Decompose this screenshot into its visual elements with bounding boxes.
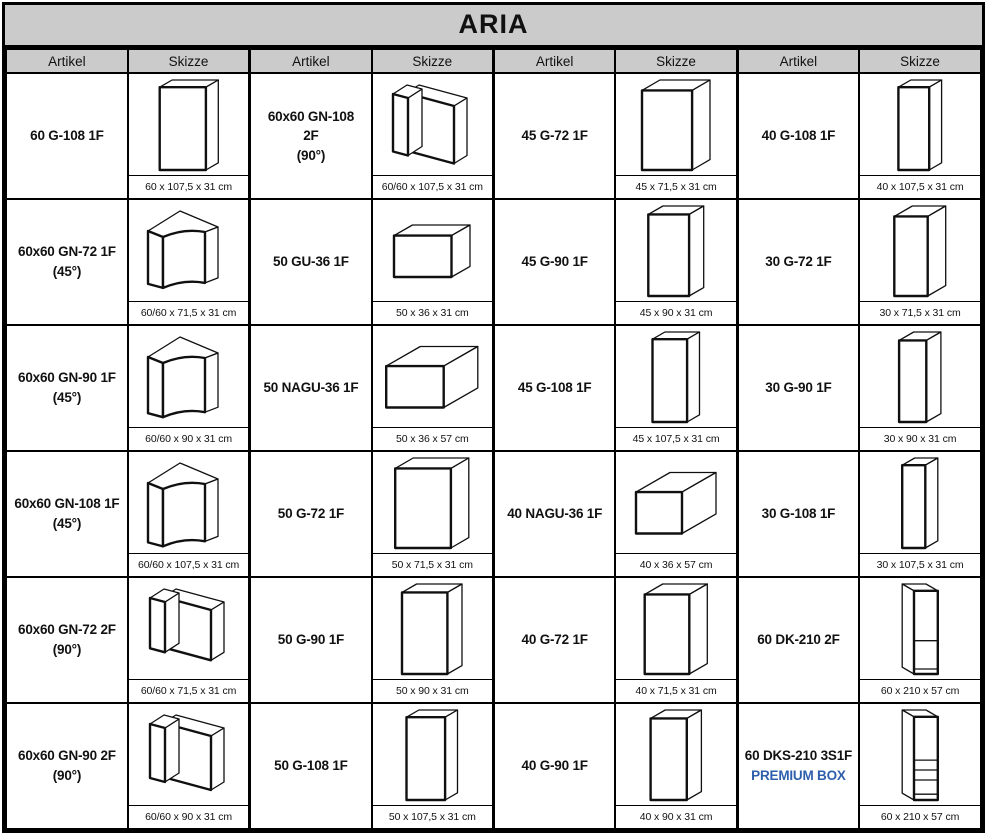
premium-box-label: PREMIUM BOX — [751, 768, 846, 783]
dimensions-label: 45 x 71,5 x 31 cm — [616, 175, 735, 198]
artikel-name-line: 50 G-72 1F — [277, 506, 345, 522]
artikel-cell — [737, 703, 859, 829]
artikel-cell — [250, 451, 372, 577]
column-header-skizze-4: Skizze — [859, 49, 981, 73]
artikel-cell — [737, 577, 859, 703]
skizze-cell — [615, 703, 737, 829]
artikel-name-line: (45°) — [52, 516, 82, 531]
artikel-cell — [494, 451, 616, 577]
dimensions-label: 45 x 90 x 31 cm — [616, 301, 735, 324]
skizze-cell — [859, 199, 981, 325]
skizze-cell — [859, 703, 981, 829]
artikel-name-line: 30 G-72 1F — [765, 254, 832, 270]
skizze-cell — [128, 199, 250, 325]
table-row — [6, 703, 981, 829]
artikel-name-line: (90°) — [52, 642, 82, 657]
cabinet-sketch-corner90-drawing — [373, 74, 492, 175]
artikel-cell — [737, 325, 859, 451]
artikel-cell — [494, 73, 616, 199]
artikel-name-line: 45 G-72 1F — [521, 128, 588, 144]
dimensions-label: 30 x 107,5 x 31 cm — [860, 553, 980, 576]
skizze-cell — [859, 577, 981, 703]
artikel-name-line: (45°) — [52, 390, 82, 405]
artikel-cell — [250, 73, 372, 199]
artikel-cell — [737, 451, 859, 577]
artikel-cell — [494, 703, 616, 829]
artikel-name-line: 40 G-72 1F — [521, 632, 588, 648]
cabinet-sketch-box-drawing — [129, 74, 248, 175]
artikel-name-line: (45°) — [52, 264, 82, 279]
artikel-cell — [6, 703, 128, 829]
artikel-name-line: 40 NAGU-36 1F — [507, 506, 603, 522]
skizze-cell — [859, 451, 981, 577]
dimensions-label: 50 x 90 x 31 cm — [373, 679, 492, 702]
artikel-cell — [6, 199, 128, 325]
cabinet-sketch-box-drawing — [616, 74, 735, 175]
skizze-cell — [128, 703, 250, 829]
artikel-name-line: 30 G-90 1F — [765, 380, 832, 396]
cabinet-sketch-box-drawing — [373, 452, 492, 553]
artikel-name-line: 45 G-108 1F — [517, 380, 592, 396]
artikel-name-line: 50 NAGU-36 1F — [263, 380, 359, 396]
artikel-cell — [6, 451, 128, 577]
artikel-cell — [6, 73, 128, 199]
dimensions-label: 50 x 107,5 x 31 cm — [373, 805, 492, 828]
table-row — [6, 577, 981, 703]
column-header-skizze-2: Skizze — [372, 49, 494, 73]
dimensions-label: 40 x 107,5 x 31 cm — [860, 175, 980, 198]
page-title: ARIA — [5, 5, 982, 48]
artikel-cell — [250, 703, 372, 829]
artikel-name-line: 60x60 GN-90 1F — [18, 370, 116, 386]
cabinet-sketch-box-drawing — [616, 452, 735, 553]
skizze-cell — [372, 325, 494, 451]
column-header-artikel-3: Artikel — [494, 49, 616, 73]
dimensions-label: 60 x 210 x 57 cm — [860, 805, 980, 828]
artikel-cell — [6, 325, 128, 451]
dimensions-label: 60/60 x 90 x 31 cm — [129, 427, 248, 450]
column-header-skizze-3: Skizze — [615, 49, 737, 73]
artikel-cell — [494, 199, 616, 325]
dimensions-label: 60/60 x 71,5 x 31 cm — [129, 301, 248, 324]
table-row — [6, 325, 981, 451]
artikel-name-line: 60 G-108 1F — [30, 128, 104, 144]
table-row — [6, 451, 981, 577]
artikel-name-line: 40 G-90 1F — [521, 758, 588, 774]
artikel-cell — [494, 325, 616, 451]
dimensions-label: 50 x 71,5 x 31 cm — [373, 553, 492, 576]
artikel-cell — [250, 577, 372, 703]
column-header-skizze-1: Skizze — [128, 49, 250, 73]
column-header-artikel-1: Artikel — [6, 49, 128, 73]
artikel-cell — [737, 199, 859, 325]
skizze-cell — [859, 73, 981, 199]
dimensions-label: 50 x 36 x 31 cm — [373, 301, 492, 324]
skizze-cell — [372, 577, 494, 703]
cabinet-sketch-box-drawing — [616, 200, 735, 301]
skizze-cell — [615, 199, 737, 325]
artikel-name-line: 2F — [303, 128, 319, 144]
artikel-name-line: 30 G-108 1F — [761, 506, 836, 522]
artikel-name-line: 50 G-90 1F — [277, 632, 345, 648]
table-header — [6, 49, 981, 73]
dimensions-label: 60 x 107,5 x 31 cm — [129, 175, 248, 198]
cabinet-sketch-box-drawing — [616, 704, 735, 805]
dimensions-label: 45 x 107,5 x 31 cm — [616, 427, 735, 450]
cabinet-sketch-box-drawing — [616, 578, 735, 679]
table-row — [6, 73, 981, 199]
dimensions-label: 60 x 210 x 57 cm — [860, 679, 980, 702]
skizze-cell — [859, 325, 981, 451]
table-row — [6, 199, 981, 325]
column-header-artikel-4: Artikel — [737, 49, 859, 73]
skizze-cell — [372, 451, 494, 577]
skizze-cell — [372, 73, 494, 199]
cabinet-sketch-box-drawing — [373, 704, 492, 805]
dimensions-label: 60/60 x 71,5 x 31 cm — [129, 679, 248, 702]
cabinet-sketch-box-drawing — [860, 200, 980, 301]
cabinet-sketch-box-drawing — [373, 200, 492, 301]
artikel-cell — [6, 577, 128, 703]
skizze-cell — [372, 199, 494, 325]
cabinet-sketch-box-drawing — [373, 578, 492, 679]
header-row — [6, 49, 981, 73]
dimensions-label: 30 x 90 x 31 cm — [860, 427, 980, 450]
artikel-cell — [494, 577, 616, 703]
artikel-name-line: 60x60 GN-108 — [267, 108, 355, 124]
cabinet-sketch-corner90-drawing — [129, 578, 248, 679]
dimensions-label: 60/60 x 107,5 x 31 cm — [129, 553, 248, 576]
cabinet-sketch-box-drawing — [616, 326, 735, 427]
table-body — [6, 73, 981, 829]
artikel-name-line: (90°) — [52, 768, 82, 783]
skizze-cell — [615, 73, 737, 199]
dimensions-label: 40 x 90 x 31 cm — [616, 805, 735, 828]
artikel-cell — [737, 73, 859, 199]
skizze-cell — [615, 577, 737, 703]
artikel-name-line: 40 G-108 1F — [761, 128, 836, 144]
cabinet-sketch-box-drawing — [860, 74, 980, 175]
dimensions-label: 60/60 x 107,5 x 31 cm — [373, 175, 492, 198]
artikel-cell — [250, 325, 372, 451]
cabinet-sketch-box-drawing — [860, 326, 980, 427]
artikel-name-line: 60x60 GN-72 1F — [18, 244, 116, 260]
dimensions-label: 40 x 36 x 57 cm — [616, 553, 735, 576]
skizze-cell — [615, 451, 737, 577]
cabinet-sketch-corner45-drawing — [129, 452, 248, 553]
product-table — [5, 48, 982, 830]
dimensions-label: 50 x 36 x 57 cm — [373, 427, 492, 450]
column-header-artikel-2: Artikel — [250, 49, 372, 73]
cabinet-sketch-tall-2f-drawing — [860, 578, 980, 679]
artikel-name-line: 60 DK-210 2F — [757, 632, 840, 648]
dimensions-label: 40 x 71,5 x 31 cm — [616, 679, 735, 702]
dimensions-label: 30 x 71,5 x 31 cm — [860, 301, 980, 324]
skizze-cell — [128, 451, 250, 577]
artikel-cell — [250, 199, 372, 325]
cabinet-sketch-box-drawing — [860, 452, 980, 553]
artikel-name-line: 60 DKS-210 3S1F — [744, 748, 853, 764]
artikel-name-line: 50 GU-36 1F — [273, 254, 349, 270]
skizze-cell — [372, 703, 494, 829]
cabinet-sketch-tall-3s1f-drawing — [860, 704, 980, 805]
artikel-name-line: 60x60 GN-90 2F — [18, 748, 116, 764]
skizze-cell — [615, 325, 737, 451]
skizze-cell — [128, 73, 250, 199]
cabinet-sketch-corner90-drawing — [129, 704, 248, 805]
artikel-name-line: 50 G-108 1F — [274, 758, 348, 774]
artikel-name-line: 60x60 GN-72 2F — [18, 622, 116, 638]
cabinet-sketch-corner45-drawing — [129, 200, 248, 301]
cabinet-sketch-box-drawing — [373, 326, 492, 427]
skizze-cell — [128, 325, 250, 451]
dimensions-label: 60/60 x 90 x 31 cm — [129, 805, 248, 828]
artikel-name-line: (90°) — [296, 147, 326, 163]
skizze-cell — [128, 577, 250, 703]
artikel-name-line: 60x60 GN-108 1F — [14, 496, 120, 512]
cabinet-sketch-corner45-drawing — [129, 326, 248, 427]
artikel-name-line: 45 G-90 1F — [521, 254, 588, 270]
catalog-page — [2, 2, 985, 833]
